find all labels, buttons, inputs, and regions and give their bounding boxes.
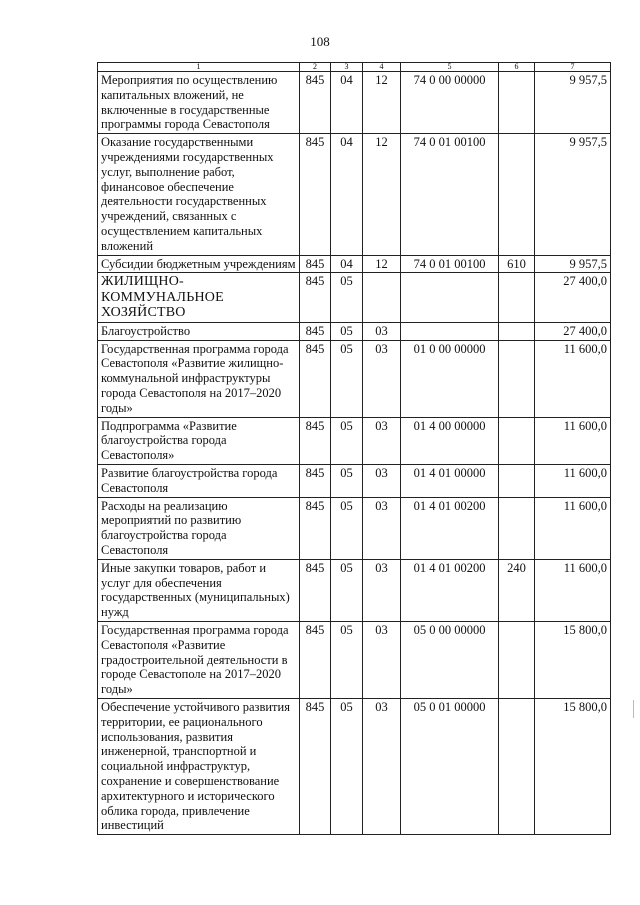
row-name: ЖИЛИЩНО-КОММУНАЛЬНОЕ ХОЗЯЙСТВО [98, 273, 300, 323]
header-col-2: 2 [300, 63, 331, 72]
row-col-5: 05 0 00 00000 [401, 622, 499, 699]
row-col-3: 05 [331, 417, 363, 464]
table-row [98, 622, 611, 699]
row-name: Субсидии бюджетным учреждениям [98, 255, 300, 273]
row-col-7: 11 600,0 [535, 465, 611, 498]
table-row [98, 273, 611, 323]
row-name: Развитие благоустройства города Севастополя [98, 465, 300, 498]
row-col-7: 11 600,0 [535, 417, 611, 464]
row-col-7: 11 600,0 [535, 497, 611, 559]
row-col-5 [401, 322, 499, 340]
row-name: Обеспечение устойчивого развития территории, ее рационального использования, развития инженерной, транспортной и социальной инфраструктур, сохранение и совершенствование архитектурного и исторического облика города, привлечение инвестиций [98, 698, 300, 834]
row-col-2: 845 [300, 134, 331, 255]
row-col-2: 845 [300, 497, 331, 559]
row-name: Государственная программа города Севастополя «Развитие градостроительной деятельности в городе Севастополе на 2017–2020 годы» [98, 622, 300, 699]
row-col-3: 05 [331, 622, 363, 699]
row-col-3: 04 [331, 72, 363, 134]
table-row [98, 559, 611, 621]
row-col-6: 240 [499, 559, 535, 621]
row-col-2: 845 [300, 622, 331, 699]
row-col-6 [499, 698, 535, 834]
row-col-2: 845 [300, 559, 331, 621]
row-col-7: 27 400,0 [535, 322, 611, 340]
row-name: Государственная программа города Севастополя «Развитие жилищно-коммунальной инфраструктуры города Севастополя на 2017–2020 годы» [98, 340, 300, 417]
table-row [98, 417, 611, 464]
row-col-3: 05 [331, 559, 363, 621]
budget-table [97, 62, 611, 835]
row-col-6 [499, 465, 535, 498]
row-col-6 [499, 273, 535, 323]
page-number: 108 [310, 34, 330, 49]
row-col-3: 04 [331, 255, 363, 273]
row-col-6 [499, 72, 535, 134]
row-name: Оказание государственными учреждениями государственных услуг, выполнение работ, финансовое обеспечение деятельности государственных учреждений, связанных с осуществлением капитальных вложений [98, 134, 300, 255]
row-col-4 [363, 273, 401, 323]
row-col-7: 9 957,5 [535, 72, 611, 134]
row-col-4: 12 [363, 255, 401, 273]
row-col-3: 05 [331, 497, 363, 559]
row-col-2: 845 [300, 255, 331, 273]
header-col-7: 7 [535, 63, 611, 72]
row-col-6 [499, 622, 535, 699]
header-col-5: 5 [401, 63, 499, 72]
row-col-4: 03 [363, 622, 401, 699]
margin-mark [633, 700, 634, 718]
row-col-4: 03 [363, 698, 401, 834]
row-col-3: 05 [331, 340, 363, 417]
table-header-row [98, 63, 611, 72]
row-col-5: 01 4 00 00000 [401, 417, 499, 464]
row-col-3: 05 [331, 273, 363, 323]
row-col-5: 01 4 01 00200 [401, 559, 499, 621]
table-row [98, 322, 611, 340]
row-col-5: 74 0 01 00100 [401, 134, 499, 255]
row-col-7: 9 957,5 [535, 255, 611, 273]
row-col-7: 27 400,0 [535, 273, 611, 323]
row-col-5 [401, 273, 499, 323]
row-col-6 [499, 340, 535, 417]
row-col-4: 03 [363, 559, 401, 621]
table-row [98, 465, 611, 498]
row-col-3: 05 [331, 698, 363, 834]
row-name: Благоустройство [98, 322, 300, 340]
row-col-7: 11 600,0 [535, 340, 611, 417]
row-col-6 [499, 417, 535, 464]
row-col-2: 845 [300, 72, 331, 134]
row-col-6: 610 [499, 255, 535, 273]
row-col-6 [499, 134, 535, 255]
row-col-3: 04 [331, 134, 363, 255]
row-col-3: 05 [331, 322, 363, 340]
row-col-2: 845 [300, 417, 331, 464]
row-col-4: 03 [363, 465, 401, 498]
row-col-2: 845 [300, 273, 331, 323]
row-name: Расходы на реализацию мероприятий по развитию благоустройства города Севастополя [98, 497, 300, 559]
table-row [98, 340, 611, 417]
table-row [98, 497, 611, 559]
row-col-2: 845 [300, 465, 331, 498]
row-col-2: 845 [300, 340, 331, 417]
table-row [98, 255, 611, 273]
row-col-4: 03 [363, 340, 401, 417]
row-col-5: 01 0 00 00000 [401, 340, 499, 417]
row-col-7: 15 800,0 [535, 698, 611, 834]
row-col-4: 03 [363, 497, 401, 559]
row-col-5: 74 0 00 00000 [401, 72, 499, 134]
row-col-6 [499, 497, 535, 559]
row-col-4: 03 [363, 417, 401, 464]
table-row [98, 698, 611, 834]
row-col-7: 15 800,0 [535, 622, 611, 699]
row-col-2: 845 [300, 322, 331, 340]
row-col-2: 845 [300, 698, 331, 834]
header-col-6: 6 [499, 63, 535, 72]
row-col-4: 03 [363, 322, 401, 340]
header-col-1: 1 [98, 63, 300, 72]
row-col-6 [499, 322, 535, 340]
row-col-4: 12 [363, 72, 401, 134]
row-name: Подпрограмма «Развитие благоустройства города Севастополя» [98, 417, 300, 464]
table-row [98, 72, 611, 134]
row-col-7: 9 957,5 [535, 134, 611, 255]
row-col-3: 05 [331, 465, 363, 498]
table-row [98, 134, 611, 255]
row-col-4: 12 [363, 134, 401, 255]
row-col-5: 01 4 01 00000 [401, 465, 499, 498]
row-name: Мероприятия по осуществлению капитальных вложений, не включенные в государственные программы города Севастополя [98, 72, 300, 134]
header-col-3: 3 [331, 63, 363, 72]
row-name: Иные закупки товаров, работ и услуг для обеспечения государственных (муниципальных) нужд [98, 559, 300, 621]
row-col-5: 05 0 01 00000 [401, 698, 499, 834]
header-col-4: 4 [363, 63, 401, 72]
row-col-5: 01 4 01 00200 [401, 497, 499, 559]
row-col-5: 74 0 01 00100 [401, 255, 499, 273]
row-col-7: 11 600,0 [535, 559, 611, 621]
